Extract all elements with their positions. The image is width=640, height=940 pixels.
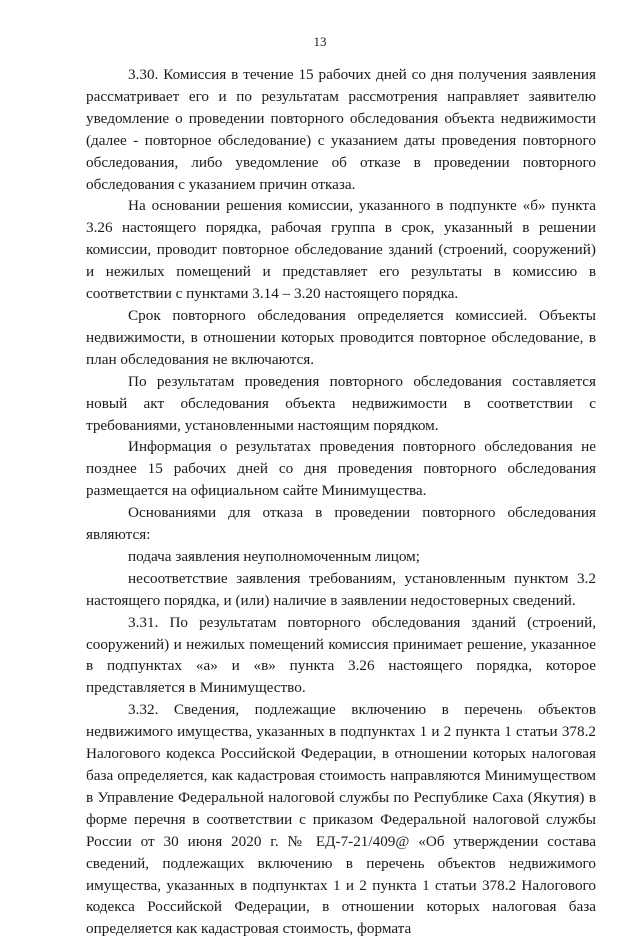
paragraph-3-32: 3.32. Сведения, подлежащие включению в перечень объектов недвижимого имущества, указанных в подпунктах 1 и 2 пункта 1 статьи 378.2 Налогового кодекса Российской Федерации, в отношении которых налоговая база определяется, как кадастровая стоимость направляются Минимуществом в Управление Федеральной налоговой службы по Республике Саха (Якутия) в форме перечня в соответствии с приказом Федеральной налоговой службы России от 30 июня 2020 г. № ЕД-7-21/409@ «Об утверждении состава сведений, подлежащих включению в перечень объектов недвижимого имущества, указанных в подпунктах 1 и 2 пункта 1 статьи 378.2 Налогового кодекса Российской Федерации, в отношении которых налоговая база определяется как кадастровая стоимость, формата bbox=[86, 701, 596, 938]
document-body bbox=[86, 64, 596, 940]
paragraph-refusal-grounds: Основаниями для отказа в проведении повторного обследования являются: bbox=[86, 504, 596, 544]
paragraph-inspection-term: Срок повторного обследования определяется комиссией. Объекты недвижимости, в отношении которых проводится повторное обследование, в план обследования не включаются. bbox=[86, 306, 596, 368]
paragraph-refusal-ground-2: несоответствие заявления требованиям, установленным пунктом 3.2 настоящего порядка, и (или) наличие в заявлении недостоверных сведений. bbox=[86, 569, 596, 609]
paragraph-refusal-ground-1: подача заявления неуполномоченным лицом; bbox=[128, 547, 421, 565]
paragraph-results-publication: Информация о результатах проведения повторного обследования не позднее 15 рабочих дней со дня проведения повторного обследования размещается на официальном сайте Минимущества. bbox=[86, 438, 596, 500]
paragraph-repeat-inspection-basis: На основании решения комиссии, указанного в подпункте «б» пункта 3.26 настоящего порядка, рабочая группа в срок, указанный в решении комиссии, проводит повторное обследование зданий (строений, сооружений) и нежилых помещений и представляет его результаты в комиссию в соответствии с пунктами 3.14 – 3.20 настоящего порядка. bbox=[86, 197, 596, 303]
paragraph-3-30: 3.30. Комиссия в течение 15 рабочих дней со дня получения заявления рассматривает его и по результатам рассмотрения направляет заявителю уведомление о проведении повторного обследования объекта недвижимости (далее - повторное обследование) с указанием даты проведения повторного обследования, либо уведомление об отказе в проведении повторного обследования с указанием причин отказа. bbox=[86, 66, 596, 193]
page-number: 13 bbox=[313, 34, 327, 49]
paragraph-3-31: 3.31. По результатам повторного обследования зданий (строений, сооружений) и нежилых помещений комиссия принимает решение, указанное в подпунктах «а» и «в» пункта 3.26 настоящего порядка, которое представляется в Минимущество. bbox=[86, 613, 596, 697]
paragraph-new-act: По результатам проведения повторного обследования составляется новый акт обследования объекта недвижимости в соответствии с требованиями, установленными настоящим порядком. bbox=[86, 372, 596, 434]
